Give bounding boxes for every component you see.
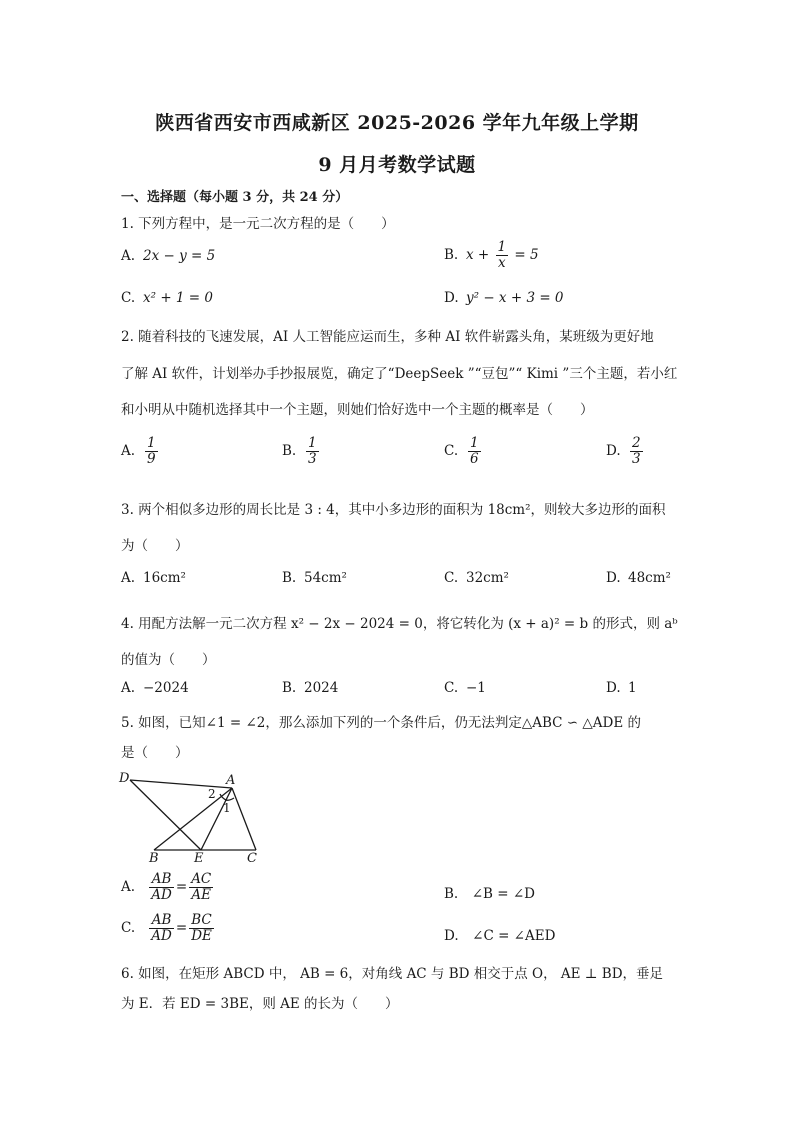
label-b: B [149,851,159,864]
q4-line1: 4. 用配方法解一元二次方程 x² − 2x − 2024 = 0，将它转化为 (x + a)² = b 的形式，则 aᵇ [121,616,678,632]
q2-line2: 了解 AI 软件，计划举办手抄报展览，确定了“DeepSeek ”“豆包”“ Kimi ”三个主题，若小红 [121,366,678,382]
label-d: D [119,771,130,786]
q4-option-b: B. 2024 [282,680,339,696]
q1-option-d: D. y² − x + 3 = 0 [444,290,564,306]
q5-option-c: C. $\frac{AB}{AD}$ = $\frac{BC}{DE}$ [121,912,212,944]
q5-option-a: A. $\frac{AB}{AD}$ = $\frac{AC}{AE}$ [121,871,212,903]
label-a: A [226,773,236,788]
q4-option-d: D. 1 [606,680,637,696]
q1-option-c: C. x² + 1 = 0 [121,290,213,306]
exam-title-line1: 陕西省西安市西咸新区 2025-2026 学年九年级上学期 [155,112,639,134]
q1-option-b: B. x + $\frac{1}{x}$ = 5 [444,239,539,271]
q2-line1: 2. 随着科技的飞速发展，AI 人工智能应运而生，多种 AI 软件崭露头角，某班级为更好地 [121,329,654,345]
q4-option-a: A. −2024 [121,680,189,696]
q5-option-d: D. ∠C = ∠AED [444,928,556,944]
q3-option-c: C. 32cm² [444,570,509,586]
q2-option-c: C. $\frac{1}{6}$ [444,435,479,467]
label-e: E [194,851,204,864]
segment-da [130,780,232,788]
q3-option-b: B. 54cm² [282,570,347,586]
q1-option-a: A. 2x − y = 5 [121,248,216,264]
q1-stem: 1. 下列方程中，是一元二次方程的是（ ） [121,216,395,232]
label-angle-2: 2 [208,787,216,801]
q6-line2: 为 E．若 ED = 3BE，则 AE 的长为（ ） [121,996,399,1012]
q3-line2: 为（ ） [121,538,189,554]
segment-ac [232,788,256,850]
q5-line2: 是（ ） [121,745,189,761]
segment-ae [201,788,232,850]
q3-option-d: D. 48cm² [606,570,671,586]
q6-line1: 6. 如图，在矩形 ABCD 中， AB = 6，对角线 AC 与 BD 相交于点 O， AE ⊥ BD，垂足 [121,966,664,982]
q5-option-b: B. ∠B = ∠D [444,886,535,902]
q4-line2: 的值为（ ） [121,652,216,668]
q2-option-b: B. $\frac{1}{3}$ [282,435,317,467]
label-angle-1: 1 [223,801,231,815]
q2-option-a: A. $\frac{1}{9}$ [121,435,156,467]
segment-de [130,780,201,850]
q5-geometry-figure [116,770,266,864]
exam-title-line2: 9 月月考数学试题 [318,154,476,176]
q3-option-a: A. 16cm² [121,570,186,586]
q4-option-c: C. −1 [444,680,486,696]
label-c: C [247,851,257,864]
q3-line1: 3. 两个相似多边形的周长比是 3 : 4，其中小多边形的面积为 18cm²，则较大多边形的面积 [121,502,666,518]
section-heading: 一、选择题（每小题 3 分，共 24 分） [121,190,349,205]
q2-line3: 和小明从中随机选择其中一个主题，则她们恰好选中一个主题的概率是（ ） [121,402,594,418]
q2-option-d: D. $\frac{2}{3}$ [606,435,641,467]
segment-ab [154,788,232,850]
q5-line1: 5. 如图，已知∠1 = ∠2，那么添加下列的一个条件后，仍无法判定△ABC ∽ △ADE 的 [121,715,641,731]
